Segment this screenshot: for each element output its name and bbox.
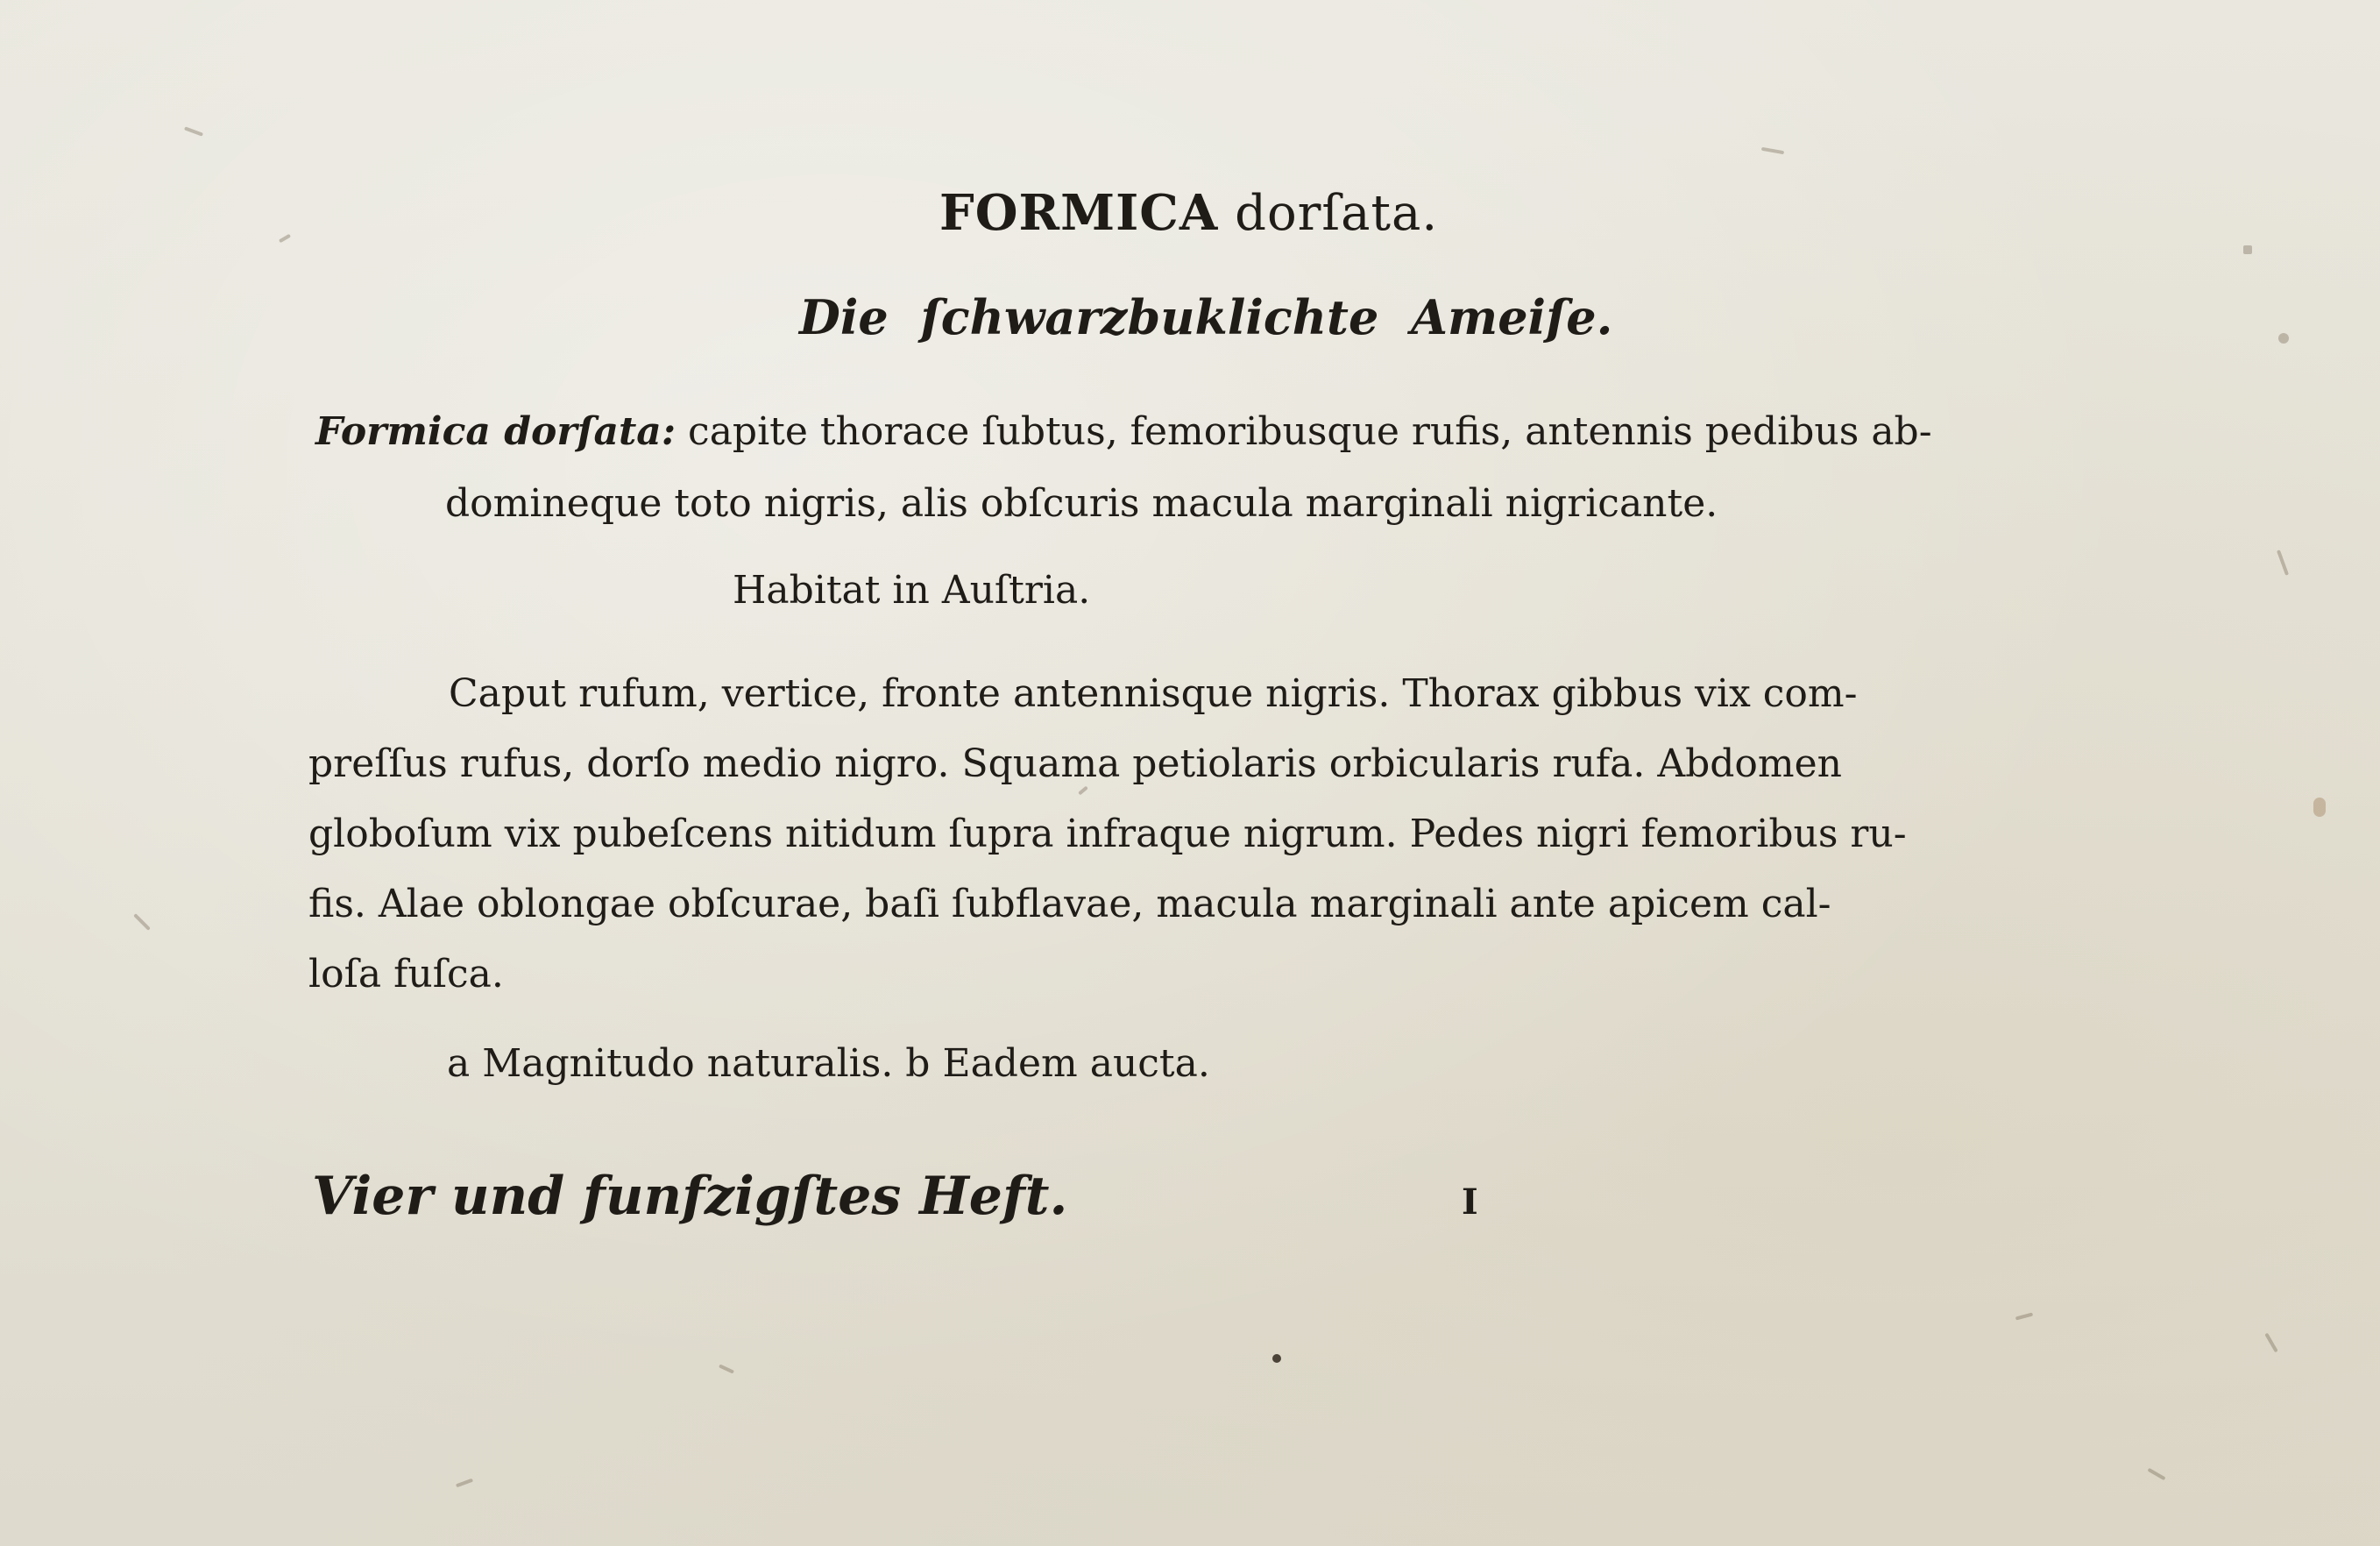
habitat: Habitat in Auſtria. xyxy=(733,568,1091,613)
paper-fiber xyxy=(133,913,151,931)
description-line: globoſum vix pubeſcens nitidum ſupra infraque nigrum. Pedes nigri femoribus ru- xyxy=(308,812,1907,856)
description-line: preſſus rufus, dorſo medio nigro. Squama petiolaris orbicularis rufa. Abdomen xyxy=(308,741,1843,786)
paper-fiber xyxy=(2243,245,2252,254)
paper-fiber xyxy=(184,126,203,136)
figure-legend: a Magnitudo naturalis. b Eadem aucta. xyxy=(447,1041,1210,1086)
paper-fiber xyxy=(2278,333,2289,344)
signature-mark: I xyxy=(1462,1181,1478,1223)
paper-fiber xyxy=(2147,1468,2165,1480)
description-line: loſa fuſca. xyxy=(308,952,504,996)
description-line: fis. Alae oblongae obſcurae, baſi ſubflavae, macula marginali ante apicem cal- xyxy=(308,882,1831,926)
title-genus: FORMICA xyxy=(939,184,1219,242)
description-line: Caput rufum, vertice, fronte antennisque nigris. Thorax gibbus vix com- xyxy=(449,671,1858,716)
paper-fiber xyxy=(2313,798,2326,817)
diagnosis-line2: domineque toto nigris, alis obſcuris macula marginali nigricante. xyxy=(445,481,1718,526)
paper-fiber xyxy=(2015,1312,2033,1320)
paper-fiber xyxy=(1272,1354,1281,1363)
title-species: dorſata. xyxy=(1235,185,1439,242)
paper-fiber xyxy=(1761,147,1784,154)
paper-fiber xyxy=(2264,1333,2277,1353)
german-name: Die ſchwarzbuklichte Ameiſe. xyxy=(799,289,1613,345)
paper-fiber xyxy=(2277,550,2289,576)
paper-fiber xyxy=(279,234,291,243)
species-title xyxy=(939,184,1438,242)
issue-footer: Vier und funfzigſtes Heft. xyxy=(312,1166,1068,1227)
diagnosis xyxy=(315,396,2068,540)
paper-fiber xyxy=(456,1479,473,1488)
diagnosis-lead: Formica dorſata: xyxy=(315,409,676,454)
paper-fiber xyxy=(719,1364,734,1373)
diagnosis-line1: capite thorace ſubtus, femoribusque rufis, antennis pedibus ab- xyxy=(676,409,1932,454)
description xyxy=(308,659,2070,1010)
